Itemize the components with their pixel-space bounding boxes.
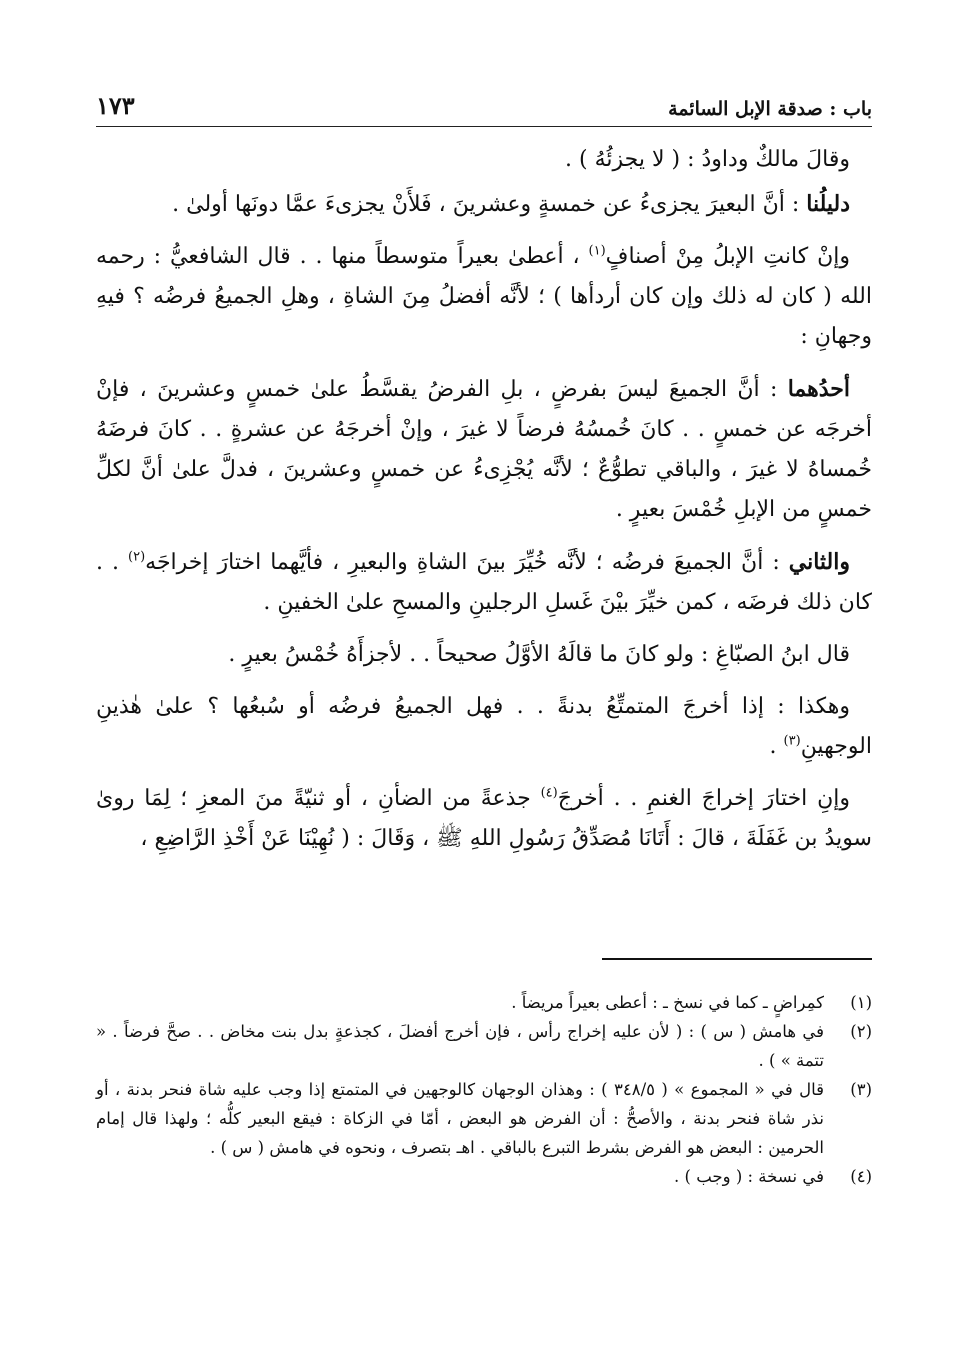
page-header [96,86,872,127]
footnote-number: (٤) [850,1167,872,1186]
paragraph-2: دليلُنا : أنَّ البعيرَ يجزىءُ عن خمسةٍ وعشرينَ ، فَلأَنْ يجزىءَ عمَّا دونَها أولىٰ . [172,191,850,217]
footnote-ref-4: (٤) [540,785,558,801]
footnote-number: (٣) [850,1080,872,1099]
footnote [96,1017,872,1075]
footnote-number: (٢) [850,1022,872,1041]
lead-word: أحدُهما [787,376,850,402]
page-number: ١٧٣ [96,91,135,120]
footnote-ref-3: (٣) [783,733,801,749]
paragraph-4: أحدُهما : أنَّ الجميعَ ليسَ بفرضٍ ، بلِ الفرضُ يقسَّطُ علىٰ خمسٍ وعشرينَ ، فإنْ أخرجَه عن خمسٍ . . كانَ خُمسُهُ فرضاً لا غيرَ ، وإنْ أخرجَهُ عن عشرةٍ . . كانَ فرضَهُ خُمساهُ لا غيرَ ، والباقي تطوُّعٌ ؛ لأنَّه يُجْزِىءُ عن خمسٍ وعشرينَ ، فدلَّ علىٰ أنَّ لكلِّ خمسٍ من الإبلِ خُمْسَ بعيرٍ . [96,376,872,522]
footnote-ref-1: (١) [588,243,606,259]
footnote-text: قال في « المجموع » ( ٣٤٨/٥ ) : وهذان الوجهان كالوجهين في المتمتع إذا وجب عليه شاة فنحر بدنة ، أو نذر شاة فنحر بدنة ، والأصحُّ : أن الفرض هو البعض ، أمّا في الزكاة : فيقع البعير كلُّه ؛ ولهذا قال إمام الحرمين : البعض هو الفرض بشرط التبرع بالباقي . اهـ بتصرف ، ونحوه في هامش ( س ) . [96,1080,825,1157]
paragraph-3: وإنْ كانتِ الإبلُ مِنْ أصنافٍ$^{(١)}$ ، أعطىٰ بعيراً متوسطاً منها . . قال الشافعيُّ : رحمه الله ( كان له ذلك وإن كان أردأها ) ؛ لأنَّه أفضلُ مِنَ الشاةِ ، وهلِ الجميعُ فرضُه ؟ فيهِ وجهانِ : [96,243,872,349]
lead-word: والثاني [788,549,850,575]
footnote [96,1162,872,1191]
footnote [96,1075,872,1162]
running-title: باب : صدقة الإبل السائمة [668,98,872,120]
lead-word: دليلُنا [806,191,850,217]
paragraph-5: والثاني : أنَّ الجميعَ فرضُه ؛ لأنَّه خُيِّرَ بينَ الشاةِ والبعيرِ ، فأيَّهما اختارَ إخراجَه$^{(٢)}$ . . كان ذلك فرضَه ، كمن خيِّرَ بيْنَ غَسلِ الرجلينِ والمسحِ علىٰ الخفينِ . [96,549,872,615]
paragraph-7: وهكذا : إذا أخرجَ المتمتِّعُ بدنةً . . فهل الجميعُ فرضُه أو سُبعُها ؟ علىٰ هٰذينِ الوجهينِ$^{(٣)}$ . [96,694,872,759]
footnote [96,988,872,1017]
footnote-divider [602,958,872,960]
footnote-text: في نسخة : ( وجب ) . [674,1167,824,1186]
main-text [96,140,872,871]
footnote-text: في هامش ( س ) : ( لأن عليه إخراج رأس ، فإن أخرج أفضلَ ، كجذعةٍ بدل بنت مخاض . . صحَّ فرضاً . « تتمة » ) . [96,1022,824,1070]
paragraph-1: وقالَ مالكٌ وداودُ : ( لا يجزئُهُ ) . [565,147,850,172]
paragraph-6: قال ابنُ الصبّاغِ : ولو كانَ ما قالَهُ الأوَّلُ صحيحاً . . لأجزأَهُ خُمْسُ بعيرٍ . [228,642,850,667]
footnote-ref-2: (٢) [128,549,146,565]
footnote-text: كمِراضٍ ـ كما في نسخ ـ : أعطى بعيراً مريضاً . [511,993,824,1012]
paragraph-8: وإنِ اختارَ إخراجَ الغنمِ . . أخرجَ$^{(٤)}$ جذعةً من الضأنِ ، أو ثنيّةً منَ المعزِ ؛ لِمَا روىٰ سويدُ بن غَفَلَةَ ، قالَ : أَتَانَا مُصَدِّقُ رَسُولِ اللهِ ﷺ ، وَقَالَ : ( نُهِيْنَا عَنْ أَخْذِ الرَّاضِعِ ، [96,785,872,851]
footnotes [96,988,872,1191]
footnote-number: (١) [850,993,872,1012]
